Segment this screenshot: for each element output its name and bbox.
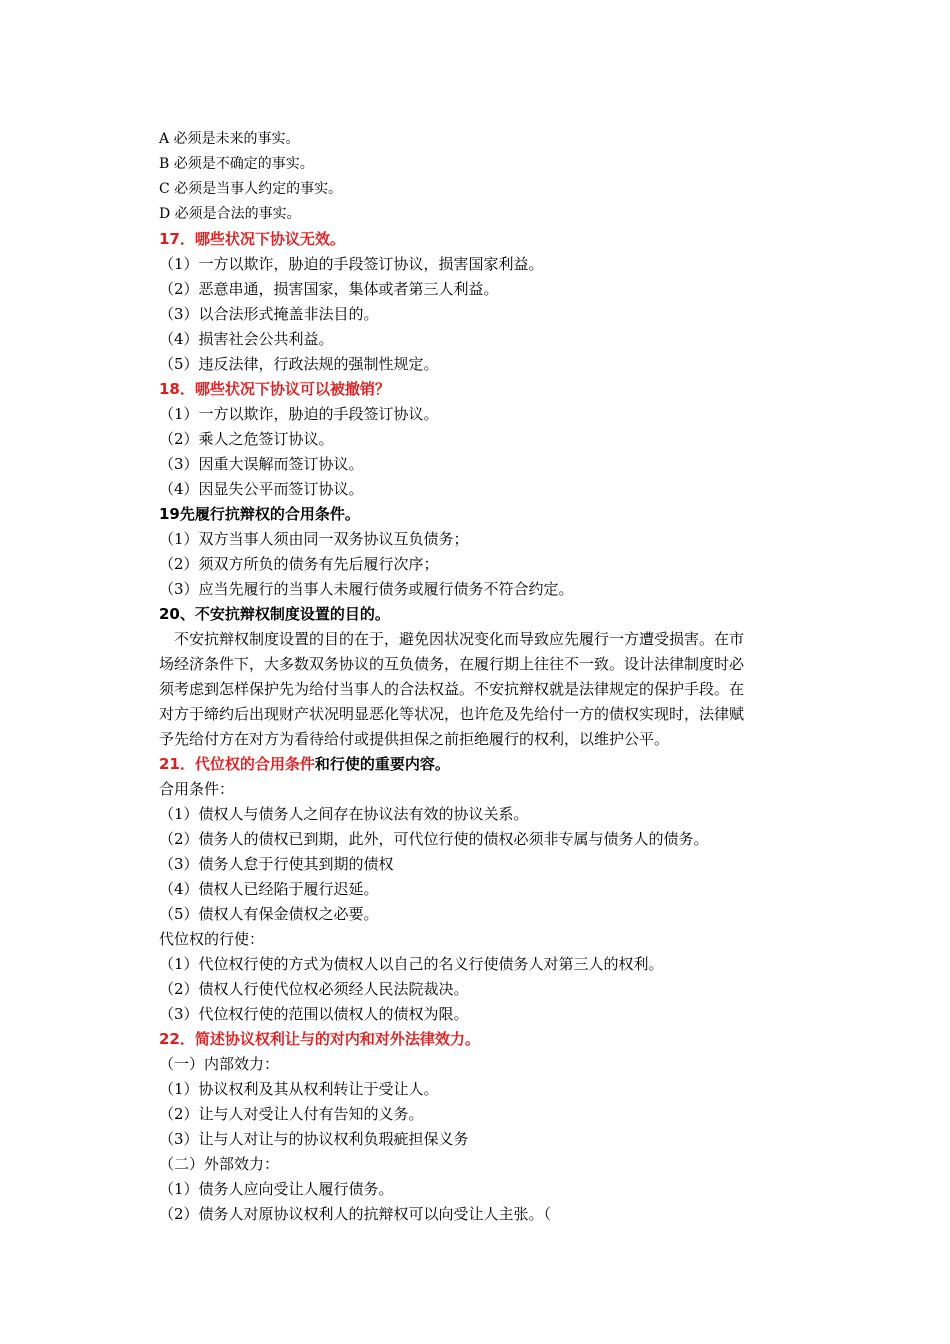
q18-item: （4）因显失公平而签订协议。 — [159, 480, 364, 498]
q17-item: （1）一方以欺诈，胁迫的手段签订协议，损害国家利益。 — [159, 255, 544, 273]
q18-item: （3）因重大误解而签订协议。 — [159, 455, 364, 473]
q17-heading: 17．哪些状况下协议无效。 — [159, 230, 345, 248]
q17-item: （5）违反法律，行政法规的强制性规定。 — [159, 355, 439, 373]
q18-item: （1）一方以欺诈，胁迫的手段签订协议。 — [159, 405, 439, 423]
option-d: D 必须是合法的事实。 — [159, 206, 301, 222]
q22-internal-item: （3）让与人对让与的协议权利负瑕疵担保义务 — [159, 1130, 469, 1148]
q17-item: （4）损害社会公共利益。 — [159, 330, 334, 348]
q17-item: （2）恶意串通，损害国家，集体或者第三人利益。 — [159, 280, 499, 298]
q22-external-item: （1）债务人应向受让人履行债务。 — [159, 1180, 394, 1198]
q20-paragraph-line: 须考虑到怎样保护先为给付当事人的合法权益。不安抗辩权就是法律规定的保护手段。在 — [159, 680, 745, 698]
document-content — [159, 127, 799, 1227]
q20-paragraph-line: 予先给付方在对方为看待给付或提供担保之前拒绝履行的权利，以维护公平。 — [159, 730, 670, 748]
q21-cond-item: （2）债务人的债权已到期，此外，可代位行使的债权必须非专属与债务人的债务。 — [159, 830, 709, 848]
q19-item: （3）应当先履行的当事人未履行债务或履行债务不符合约定。 — [159, 580, 574, 598]
q22-internal-item: （2）让与人对受让人付有告知的义务。 — [159, 1105, 424, 1123]
option-b: B 必须是不确定的事实。 — [159, 156, 314, 172]
q18-item: （2）乘人之危签订协议。 — [159, 430, 334, 448]
q20-paragraph-line: 对方于缔约后出现财产状况明显恶化等状况，也许危及先给付一方的债权实现时，法律赋 — [159, 705, 745, 723]
q19-item: （1）双方当事人须由同一双务协议互负债务； — [159, 530, 469, 548]
q21-heading-black: 和行使的重要内容。 — [314, 755, 450, 773]
option-a: A 必须是未来的事实。 — [159, 131, 300, 147]
q19-item: （2）须双方所负的债务有先后履行次序； — [159, 555, 439, 573]
q21-cond-item: （5）债权人有保金债权之必要。 — [159, 905, 379, 923]
q21-heading-red: 21．代位权的合用条件 — [159, 755, 315, 773]
q20-heading: 20、不安抗辩权制度设置的目的。 — [159, 605, 390, 623]
q21-exercise-label: 代位权的行使： — [159, 930, 265, 948]
option-c: C 必须是当事人约定的事实。 — [159, 181, 343, 197]
q22-heading: 22．简述协议权利让与的对内和对外法律效力。 — [159, 1030, 480, 1048]
q20-paragraph-line: 场经济条件下，大多数双务协议的互负债务，在履行期上往往不一致。设计法律制度时必 — [159, 655, 745, 673]
q21-cond-item: （3）债务人怠于行使其到期的债权 — [159, 855, 394, 873]
q18-heading: 18．哪些状况下协议可以被撤销？ — [159, 380, 390, 398]
q20-paragraph-lines — [159, 627, 799, 752]
q21-cond-item: （4）债权人已经陷于履行迟延。 — [159, 880, 379, 898]
q19-heading: 19先履行抗辩权的合用条件。 — [159, 505, 360, 523]
q21-exercise-item: （2）债权人行使代位权必须经人民法院裁决。 — [159, 980, 469, 998]
q22-internal-label: （一）内部效力： — [159, 1055, 280, 1073]
q22-external-item: （2）债务人对原协议权利人的抗辩权可以向受让人主张。（ — [159, 1205, 552, 1223]
q22-internal-item: （1）协议权利及其从权利转让于受让人。 — [159, 1080, 439, 1098]
q21-exercise-item: （3）代位权行使的范围以债权人的债权为限。 — [159, 1005, 469, 1023]
q21-cond-item: （1）债权人与债务人之间存在协议法有效的协议关系。 — [159, 805, 529, 823]
q21-exercise-item: （1）代位权行使的方式为债权人以自己的名义行使债务人对第三人的权利。 — [159, 955, 664, 973]
q20-paragraph-line: 不安抗辩权制度设置的目的在于，避免因状况变化而导致应先履行一方遭受损害。在市 — [159, 630, 745, 648]
q21-heading — [159, 752, 799, 777]
q17-item: （3）以合法形式掩盖非法目的。 — [159, 305, 379, 323]
q21-cond-label: 合用条件： — [159, 780, 235, 798]
q22-external-label: （二）外部效力： — [159, 1155, 280, 1173]
